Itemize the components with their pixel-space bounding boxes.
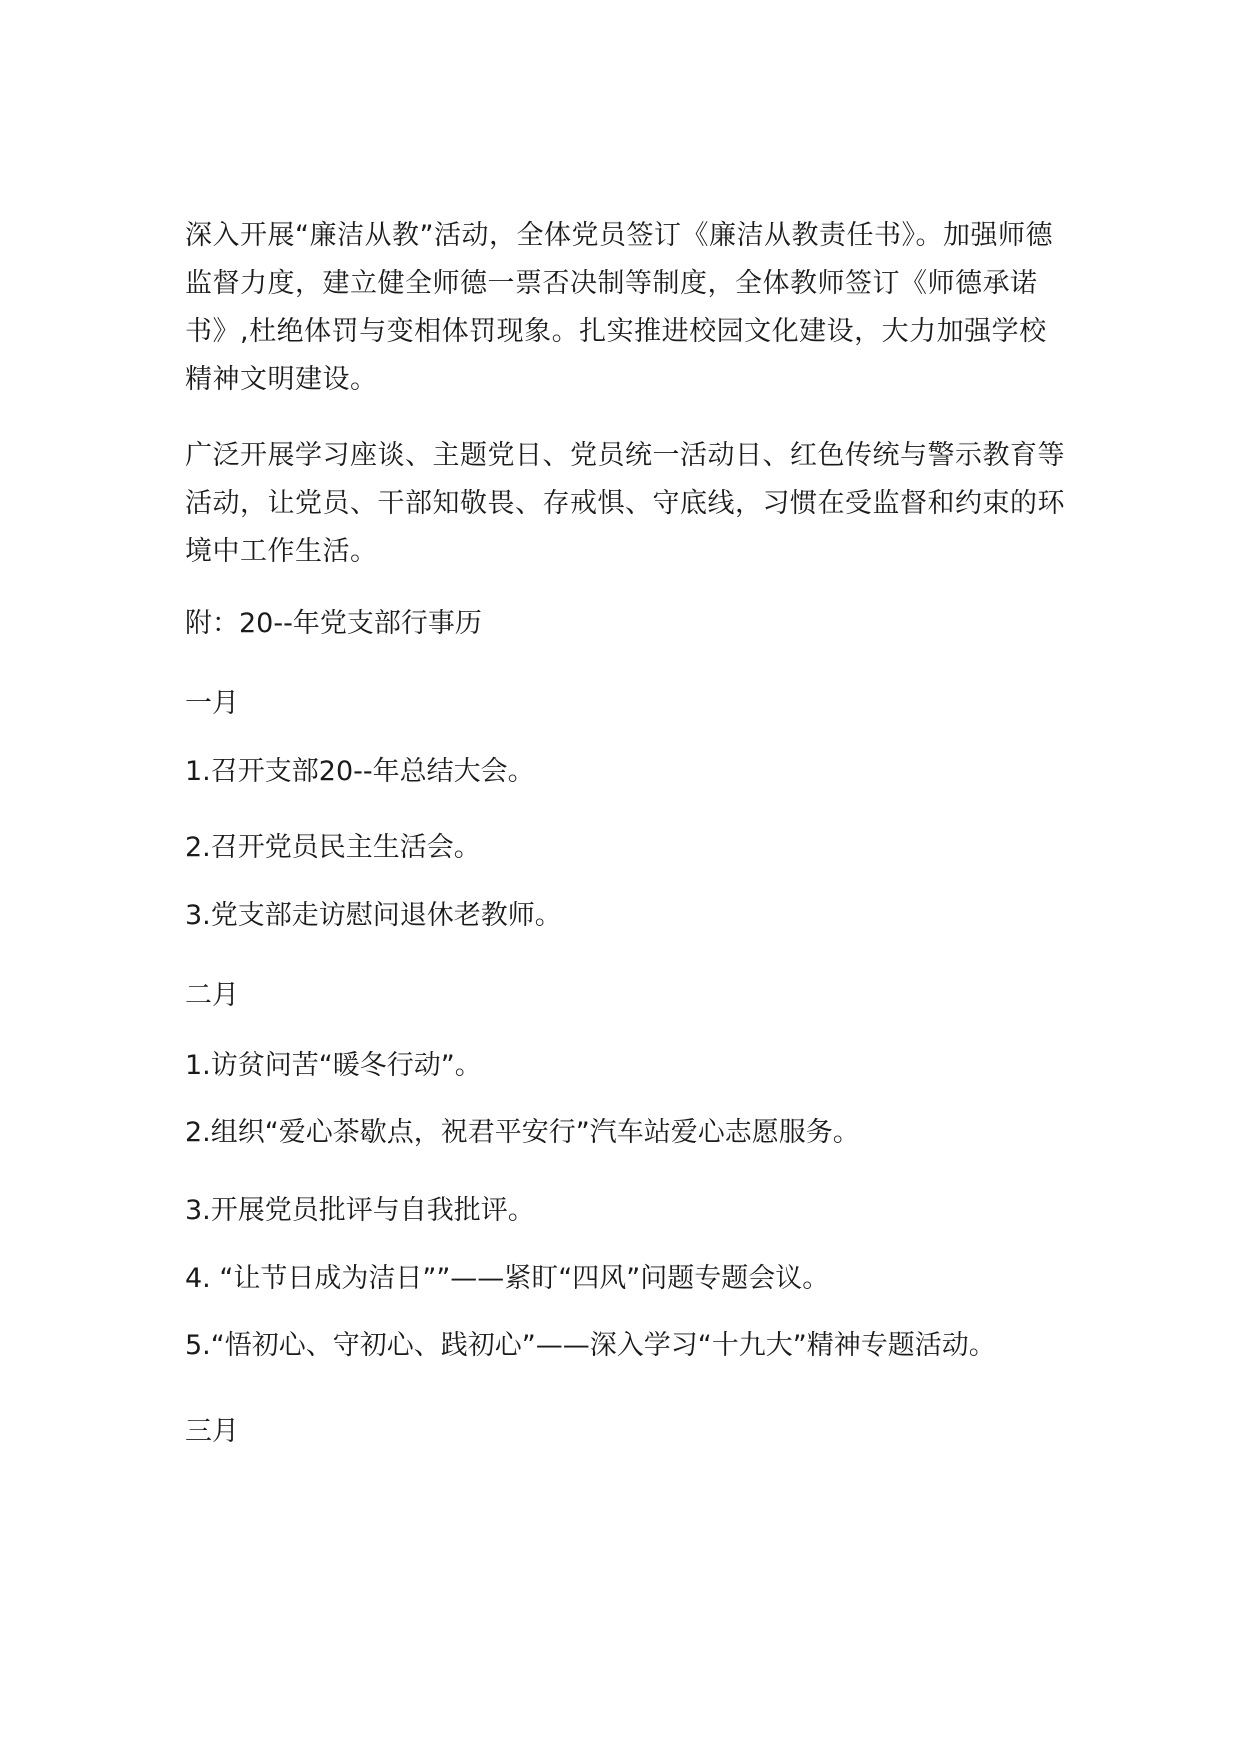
document-page [185,212,1065,576]
month-heading-january: 一月 [185,688,239,719]
month-heading-february: 二月 [185,980,239,1011]
list-item: 1.召开支部20--年总结大会。 [185,756,535,787]
list-item: 3.党支部走访慰问退休老教师。 [185,900,562,931]
paragraph-activities: 广泛开展学习座谈、主题党日、党员统一活动日、红色传统与警示教育等活动，让党员、干部知敬畏、存戒惧、守底线，习惯在受监督和约束的环境中工作生活。 [185,440,1065,567]
month-heading-march: 三月 [185,1416,239,1447]
appendix-title: 附：20--年党支部行事历 [185,608,482,639]
list-item: 1.访贫问苦“暖冬行动”。 [185,1050,482,1081]
list-item: 3.开展党员批评与自我批评。 [185,1195,535,1226]
list-item: 2.召开党员民主生活会。 [185,832,481,863]
list-item: 2.组织“爱心茶歇点，祝君平安行”汽车站爱心志愿服务。 [185,1117,860,1148]
paragraph-integrity: 深入开展“廉洁从教”活动，全体党员签订《廉洁从教责任书》。加强师德监督力度，建立健全师德一票否决制等制度，全体教师签订《师德承诺书》,杜绝体罚与变相体罚现象。扎实推进校园文化建设，大力加强学校精神文明建设。 [185,220,1053,395]
list-item: 5.“悟初心、守初心、践初心”——深入学习“十九大”精神专题活动。 [185,1330,996,1361]
list-item: 4. “让节日成为洁日””——紧盯“四风”问题专题会议。 [185,1263,830,1294]
